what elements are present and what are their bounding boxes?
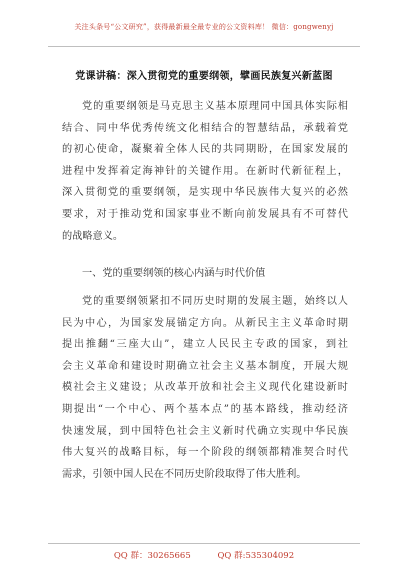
- paragraph-section1: [62, 291, 348, 485]
- paragraph-line: 快速发展，到中国特色社会主义新时代确立实现中华民族: [62, 425, 348, 437]
- paragraph-intro: [62, 96, 348, 247]
- paragraph-line: 要求，对于推动党和国家事业不断向前发展具有不可替代: [62, 208, 348, 220]
- footer-qq-group-2: QQ 群:535304092: [217, 551, 295, 561]
- paragraph-line: 党的重要纲领紧扣不同历史时期的发展主题，始终以人: [82, 296, 348, 307]
- paragraph-line: 结合、同中华优秀传统文化相结合的智慧结晶，承载着党: [62, 122, 348, 134]
- document-title: 党课讲稿：深入贯彻党的重要纲领，擘画民族复兴新蓝图: [75, 71, 333, 82]
- section-heading: 一、党的重要纲领的核心内涵与时代价值: [82, 268, 266, 279]
- paragraph-line: 民为中心，为国家发展锚定方向。从新民主主义革命时期: [62, 317, 348, 329]
- header-divider: [48, 46, 360, 47]
- paragraph-line: 期提出“一个中心、两个基本点”的基本路线，推动经济: [62, 403, 348, 415]
- header-banner: 关注头条号“公文研究”，获得最新最全最专业的公文资料库！ 微信：gongwenyj: [74, 23, 334, 31]
- paragraph-line: 进程中发挥着定海神针的关键作用。在新时代新征程上，: [62, 165, 348, 177]
- footer-qq-group-1: QQ 群：30265665: [113, 551, 191, 561]
- paragraph-line: 伟大复兴的战略目标，每一个阶段的纲领都精准契合时代: [62, 447, 348, 459]
- footer: [0, 549, 408, 561]
- paragraph-line: 会主义革命和建设时期确立社会主义基本制度，开展大规: [62, 360, 348, 372]
- paragraph-line: 党的重要纲领是马克思主义基本原理同中国具体实际相: [82, 101, 348, 112]
- footer-divider: [48, 543, 360, 544]
- paragraph-line: 需求，引领中国人民在不同历史阶段取得了伟大胜利。: [62, 468, 307, 480]
- paragraph-line: 深入贯彻党的重要纲领，是实现中华民族伟大复兴的必然: [62, 187, 348, 199]
- paragraph-line: 提出推翻“三座大山”，建立人民民主专政的国家，到社: [62, 339, 348, 351]
- paragraph-line: 的初心使命，凝聚着全体人民的共同期盼，在国家发展的: [62, 144, 348, 156]
- paragraph-line: 的战略意义。: [62, 230, 124, 242]
- paragraph-line: 模社会主义建设；从改革开放和社会主义现代化建设新时: [62, 382, 348, 394]
